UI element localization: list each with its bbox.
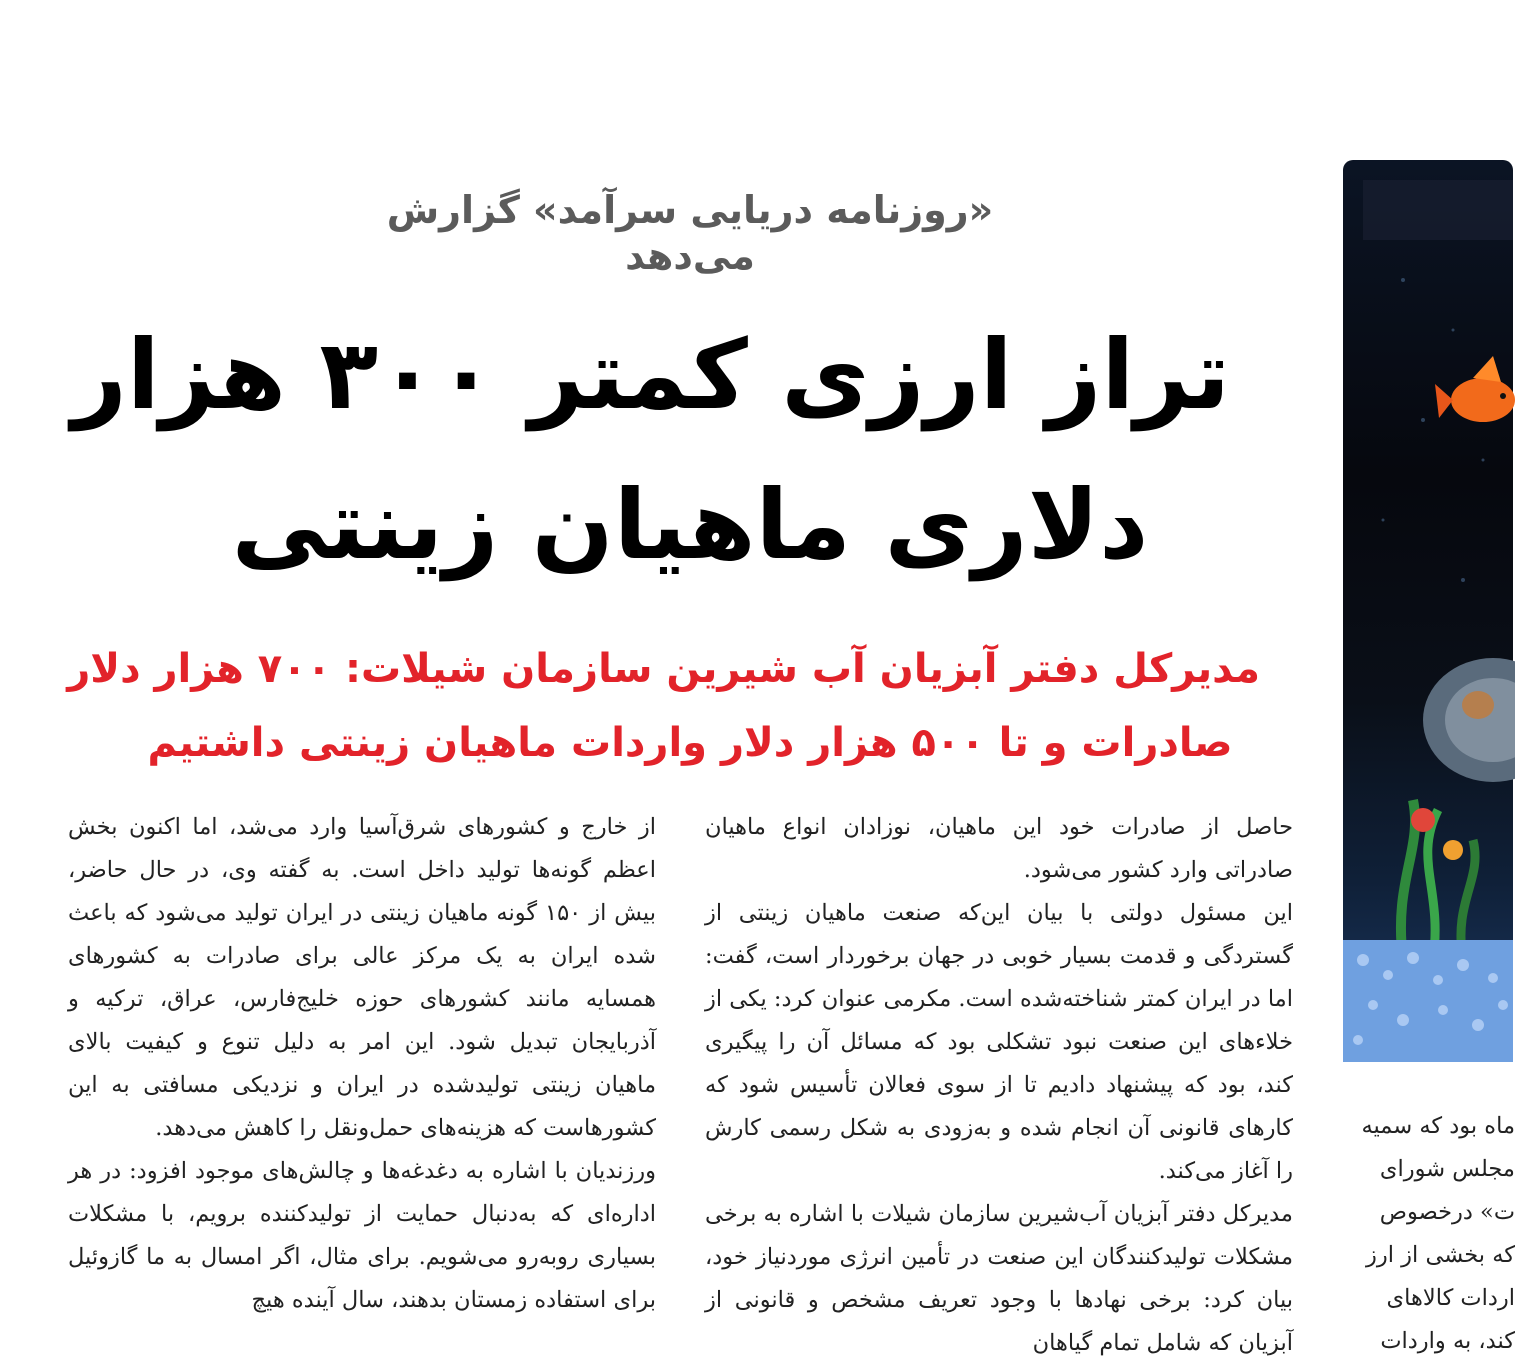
body-paragraph: مدیرکل دفتر آبزیان آب‌شیرین سازمان شیلات با اشاره به برخی مشکلات تولیدکنندگان این صنعت در تأمین انرژی موردنیاز خود، بیان کرد: برخی نهادها با وجود تعریف مشخص و قانونی از آبزیان که شامل تمام گیاهان: [705, 1201, 1293, 1356]
body-line: کند، به واردات: [1380, 1328, 1515, 1354]
plants: [1401, 800, 1475, 960]
discus-fish: [1423, 658, 1515, 782]
body-line: اردات کالاهای: [1386, 1285, 1515, 1311]
body-paragraph: این مسئول دولتی با بیان این‌که صنعت ماهیان زینتی از گستردگی و قدمت بسیار خوبی در جهان برخوردار است، گفت: اما در ایران کمتر شناخته‌شده است. مکرمی عنوان کرد: یکی از خلاءهای این صنعت نبود تشکلی بود که مسائل آن را پیگیری کند، بود که پیشنهاد دادیم تا از سوی فعالان تأسیس شود که کارهای قانونی آن انجام شده و به‌زودی به شکل رسمی کارش را آغاز می‌کند.: [705, 900, 1293, 1184]
aquarium-illustration: [1343, 160, 1513, 1062]
orange-fish: [1435, 356, 1515, 422]
body-column-left: [68, 806, 656, 1359]
aquarium-photo: [1343, 160, 1513, 1062]
body-line: ماه بود که سمیه: [1361, 1113, 1515, 1139]
blue-gravel: [1343, 940, 1513, 1062]
headline-line: دلاری ماهیان زینتی: [231, 469, 1149, 581]
subheadline: [67, 632, 1260, 780]
headline-line: تراز ارزی کمتر ۳۰۰ هزار: [71, 319, 1230, 431]
body-column-right: [705, 806, 1293, 1359]
body-paragraph: ورزندیان با اشاره به دغدغه‌ها و چالش‌های موجود افزود: در هر اداره‌ای که به‌دنبال حمایت از تولیدکننده برویم، با مشکلات بسیاری روبه‌رو می‌شویم. برای مثال، اگر امسال به ما گازوئیل برای استفاده زمستان بدهند، سال آینده هیچ: [68, 1158, 656, 1313]
body-paragraph: از خارج و کشورهای شرق‌آسیا وارد می‌شد، اما اکنون بخش اعظم گونه‌ها تولید داخل است. به گفته وی، در حال حاضر، بیش از ۱۵۰ گونه ماهیان زینتی در ایران تولید می‌شود که باعث شده ایران به یک مرکز عالی برای صادرات به کشورهای همسایه مانند کشورهای حوزه خلیج‌فارس، عراق، ترکیه و آذربایجان تبدیل شود. این امر به دلیل تنوع و کیفیت بالای ماهیان زینتی تولیدشده در ایران و نزدیکی مسافتی به این کشورهاست که هزینه‌های حمل‌ونقل را کاهش می‌دهد.: [68, 814, 656, 1141]
subheadline-line: مدیرکل دفتر آبزیان آب شیرین سازمان شیلات: ۷۰۰ هزار دلار: [67, 646, 1260, 692]
subheadline-line: صادرات و تا ۵۰۰ هزار دلار واردات ماهیان زینتی داشتیم: [147, 720, 1233, 766]
kicker: «روزنامه دریایی سرآمد» گزارش می‌دهد: [386, 188, 994, 278]
body-column-far-right-cropped: [1340, 1105, 1515, 1359]
headline: [71, 300, 1230, 600]
body-paragraph: حاصل از صادرات خود این ماهیان، نوزادان انواع ماهیان صادراتی وارد کشور می‌شود.: [705, 814, 1293, 883]
body-line: مجلس شورای: [1379, 1156, 1515, 1182]
body-line: ت» درخصوص: [1379, 1199, 1515, 1225]
body-line: که بخشی از ارز: [1366, 1242, 1515, 1268]
